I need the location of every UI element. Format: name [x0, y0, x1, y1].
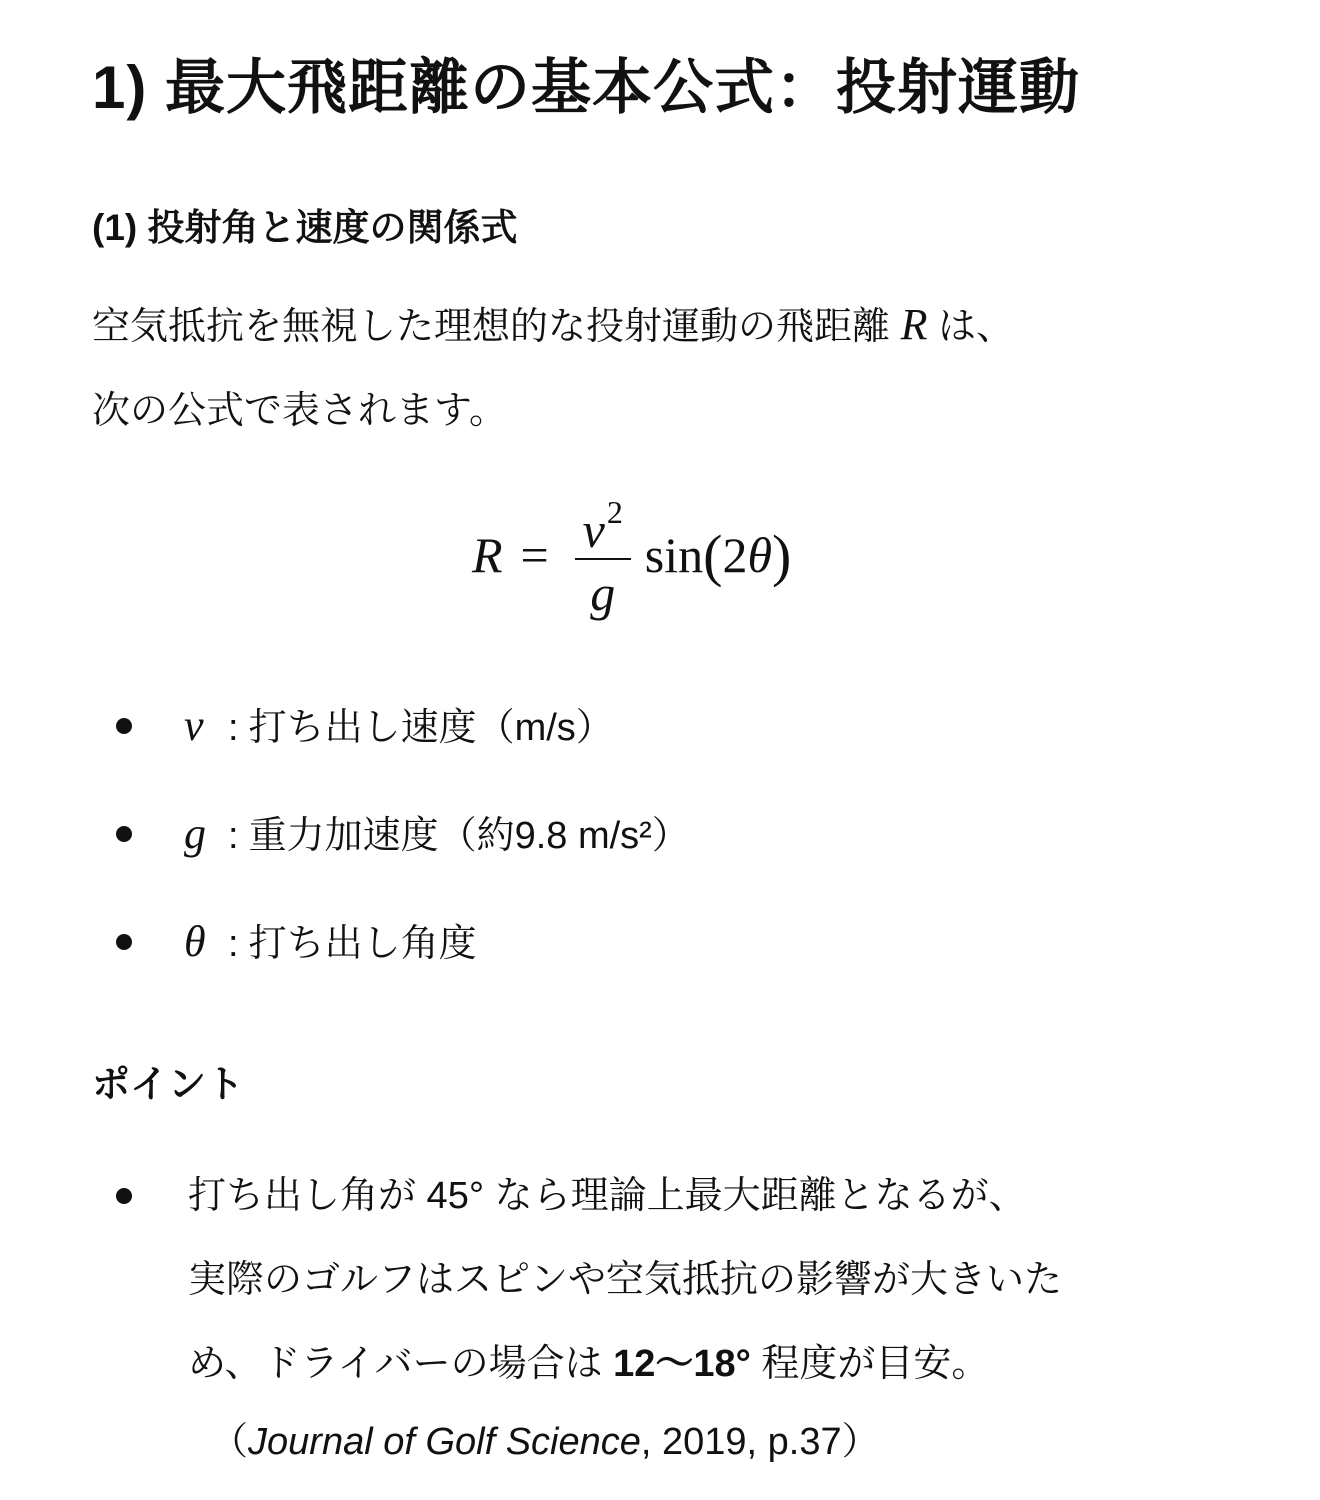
variable-list	[92, 686, 1192, 1010]
fraction-denominator: g	[590, 565, 616, 621]
variable-description: 重力加速度（約9.8 m/s²）	[248, 815, 690, 857]
bullet-icon	[116, 826, 132, 842]
intro-text-tail: は、	[927, 306, 1015, 348]
variable-symbol: θ	[184, 917, 206, 966]
variable-definition	[184, 686, 614, 768]
point-line-3-tail: 程度が目安。	[750, 1343, 990, 1385]
bullet-icon	[116, 1188, 132, 1204]
variable-colon: :	[228, 815, 239, 857]
point-text	[188, 1154, 1242, 1406]
variable-definition	[184, 794, 690, 876]
list-item	[92, 794, 1192, 902]
citation	[210, 1400, 880, 1484]
variable-symbol: g	[184, 809, 206, 858]
intro-line-1	[92, 283, 1232, 369]
list-item	[92, 686, 1192, 794]
variable-description: 打ち出し速度（m/s）	[248, 707, 614, 749]
formula-function: sin	[644, 527, 704, 583]
intro-text: 空気抵抗を無視した理想的な投射運動の飛距離	[92, 306, 901, 348]
range-formula	[472, 470, 791, 640]
points-list	[92, 1154, 1242, 1406]
numerator-exponent: 2	[606, 494, 623, 530]
bullet-icon	[116, 934, 132, 950]
range-symbol: R	[900, 300, 928, 349]
section-subtitle: (1) 投射角と速度の関係式	[92, 207, 518, 248]
formula-equals: =	[520, 527, 549, 583]
list-item	[92, 1154, 1242, 1406]
variable-description: 打ち出し角度	[248, 923, 477, 965]
formula-lhs: R	[472, 527, 503, 583]
fraction-numerator	[579, 484, 627, 558]
bullet-icon	[116, 718, 132, 734]
intro-line-2: 次の公式で表されます。	[92, 390, 507, 432]
citation-journal: Journal of Golf Science	[248, 1421, 641, 1463]
intro-paragraph	[92, 283, 1232, 453]
formula-arg-var: θ	[747, 527, 772, 583]
formula-close-paren: )	[772, 522, 792, 588]
points-heading: ポイント	[92, 1064, 245, 1106]
list-item	[92, 902, 1192, 1010]
variable-definition	[184, 902, 477, 984]
formula-open-paren: (	[703, 522, 723, 588]
angle-range-highlight: 12〜18°	[613, 1343, 751, 1385]
variable-colon: :	[228, 707, 239, 749]
formula-fraction	[575, 484, 631, 626]
citation-open: （	[210, 1421, 249, 1463]
point-line-1: 打ち出し角が 45° なら理論上最大距離となるが、	[188, 1175, 1027, 1217]
point-line-2: 実際のゴルフはスピンや空気抵抗の影響が大きいた	[188, 1259, 1063, 1301]
page-title: 1) 最大飛距離の基本公式：投射運動	[92, 54, 1081, 121]
numerator-var: v	[582, 502, 605, 558]
citation-details: , 2019, p.37	[640, 1421, 842, 1463]
formula-arg-coeff: 2	[722, 527, 748, 583]
point-line-3	[188, 1322, 1242, 1406]
citation-close: ）	[841, 1421, 880, 1463]
variable-symbol: v	[184, 701, 204, 750]
variable-colon: :	[228, 923, 239, 965]
point-line-3-text: め、ドライバーの場合は	[188, 1343, 614, 1385]
